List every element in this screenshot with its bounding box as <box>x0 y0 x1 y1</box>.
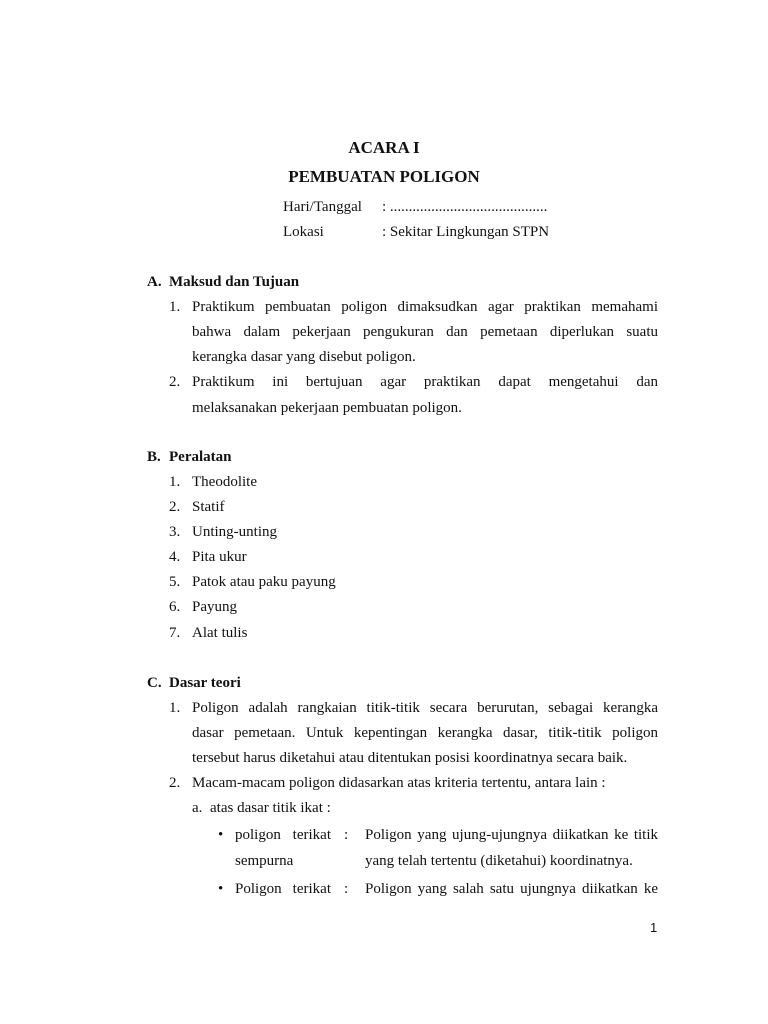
equipment-num: 7. <box>169 625 181 641</box>
equipment-item: Pita ukur <box>192 549 247 565</box>
equipment-num: 6. <box>169 599 181 615</box>
section-a-item-1-line-2: bahwa dalam pekerjaan pengukuran dan pemetaan diperlukan suatu <box>192 324 658 340</box>
section-c-item-2-text: Macam-macam poligon didasarkan atas kriteria tertentu, antara lain : <box>192 775 606 791</box>
section-a-item-1-num: 1. <box>169 299 181 315</box>
equipment-num: 3. <box>169 524 181 540</box>
equipment-item: Payung <box>192 599 237 615</box>
bullet-icon: • <box>218 827 224 843</box>
section-c-heading: Dasar teori <box>169 675 241 691</box>
equipment-item: Patok atau paku payung <box>192 574 336 590</box>
bullet-desc-line-2: yang telah tertentu (diketahui) koordinatnya. <box>365 853 633 869</box>
equipment-num: 1. <box>169 474 181 490</box>
sub-item-text: atas dasar titik ikat : <box>210 800 331 816</box>
equipment-item: Statif <box>192 499 225 515</box>
equipment-num: 5. <box>169 574 181 590</box>
equipment-num: 2. <box>169 499 181 515</box>
bullet-icon: • <box>218 881 224 897</box>
section-c-letter: C. <box>147 675 162 691</box>
info-label-location: Lokasi <box>283 224 324 240</box>
equipment-item: Unting-unting <box>192 524 277 540</box>
section-a-item-2-num: 2. <box>169 374 181 390</box>
info-value-location: : Sekitar Lingkungan STPN <box>382 224 550 240</box>
section-a-item-2-line-1: Praktikum ini bertujuan agar praktikan dapat mengetahui dan <box>192 374 658 390</box>
bullet-term-line-1: poligon terikat <box>235 827 331 843</box>
equipment-item: Theodolite <box>192 474 257 490</box>
section-c-item-1-line-2: dasar pemetaan. Untuk kepentingan kerangka dasar, titik-titik poligon <box>192 725 658 741</box>
section-c-item-1-num: 1. <box>169 700 181 716</box>
bullet-desc-line-1: Poligon yang ujung-ujungnya diikatkan ke titik <box>365 827 658 843</box>
page-title: ACARA I <box>348 138 420 157</box>
info-label-date: Hari/Tanggal <box>283 199 362 215</box>
section-c-item-2-num: 2. <box>169 775 181 791</box>
bullet-separator: : <box>344 827 349 843</box>
section-a-heading: Maksud dan Tujuan <box>169 274 300 290</box>
bullet-term-line-2: sempurna <box>235 853 294 869</box>
section-a-item-1-line-1: Praktikum pembuatan poligon dimaksudkan agar praktikan memahami <box>192 299 658 315</box>
page-subtitle: PEMBUATAN POLIGON <box>288 167 480 186</box>
bullet-desc-line-1: Poligon yang salah satu ujungnya diikatkan ke <box>365 881 658 897</box>
section-c-item-1-line-1: Poligon adalah rangkaian titik-titik secara berurutan, sebagai kerangka <box>192 700 658 716</box>
section-a-item-1-line-3: kerangka dasar yang disebut poligon. <box>192 349 416 365</box>
section-c-item-1-line-3: tersebut harus diketahui atau ditentukan posisi koordinatnya secara baik. <box>192 750 628 766</box>
section-b-heading: Peralatan <box>169 449 232 465</box>
equipment-num: 4. <box>169 549 181 565</box>
section-a-item-2-line-2: melaksanakan pekerjaan pembuatan poligon. <box>192 400 462 416</box>
section-a-letter: A. <box>147 274 162 290</box>
bullet-term-line-1: Poligon terikat <box>235 881 331 897</box>
bullet-separator: : <box>344 881 349 897</box>
sub-item-letter: a. <box>192 800 203 816</box>
page-number: 1 <box>650 920 658 935</box>
section-b-letter: B. <box>147 449 161 465</box>
info-value-date: : .......................................... <box>382 199 548 215</box>
equipment-item: Alat tulis <box>192 625 248 641</box>
